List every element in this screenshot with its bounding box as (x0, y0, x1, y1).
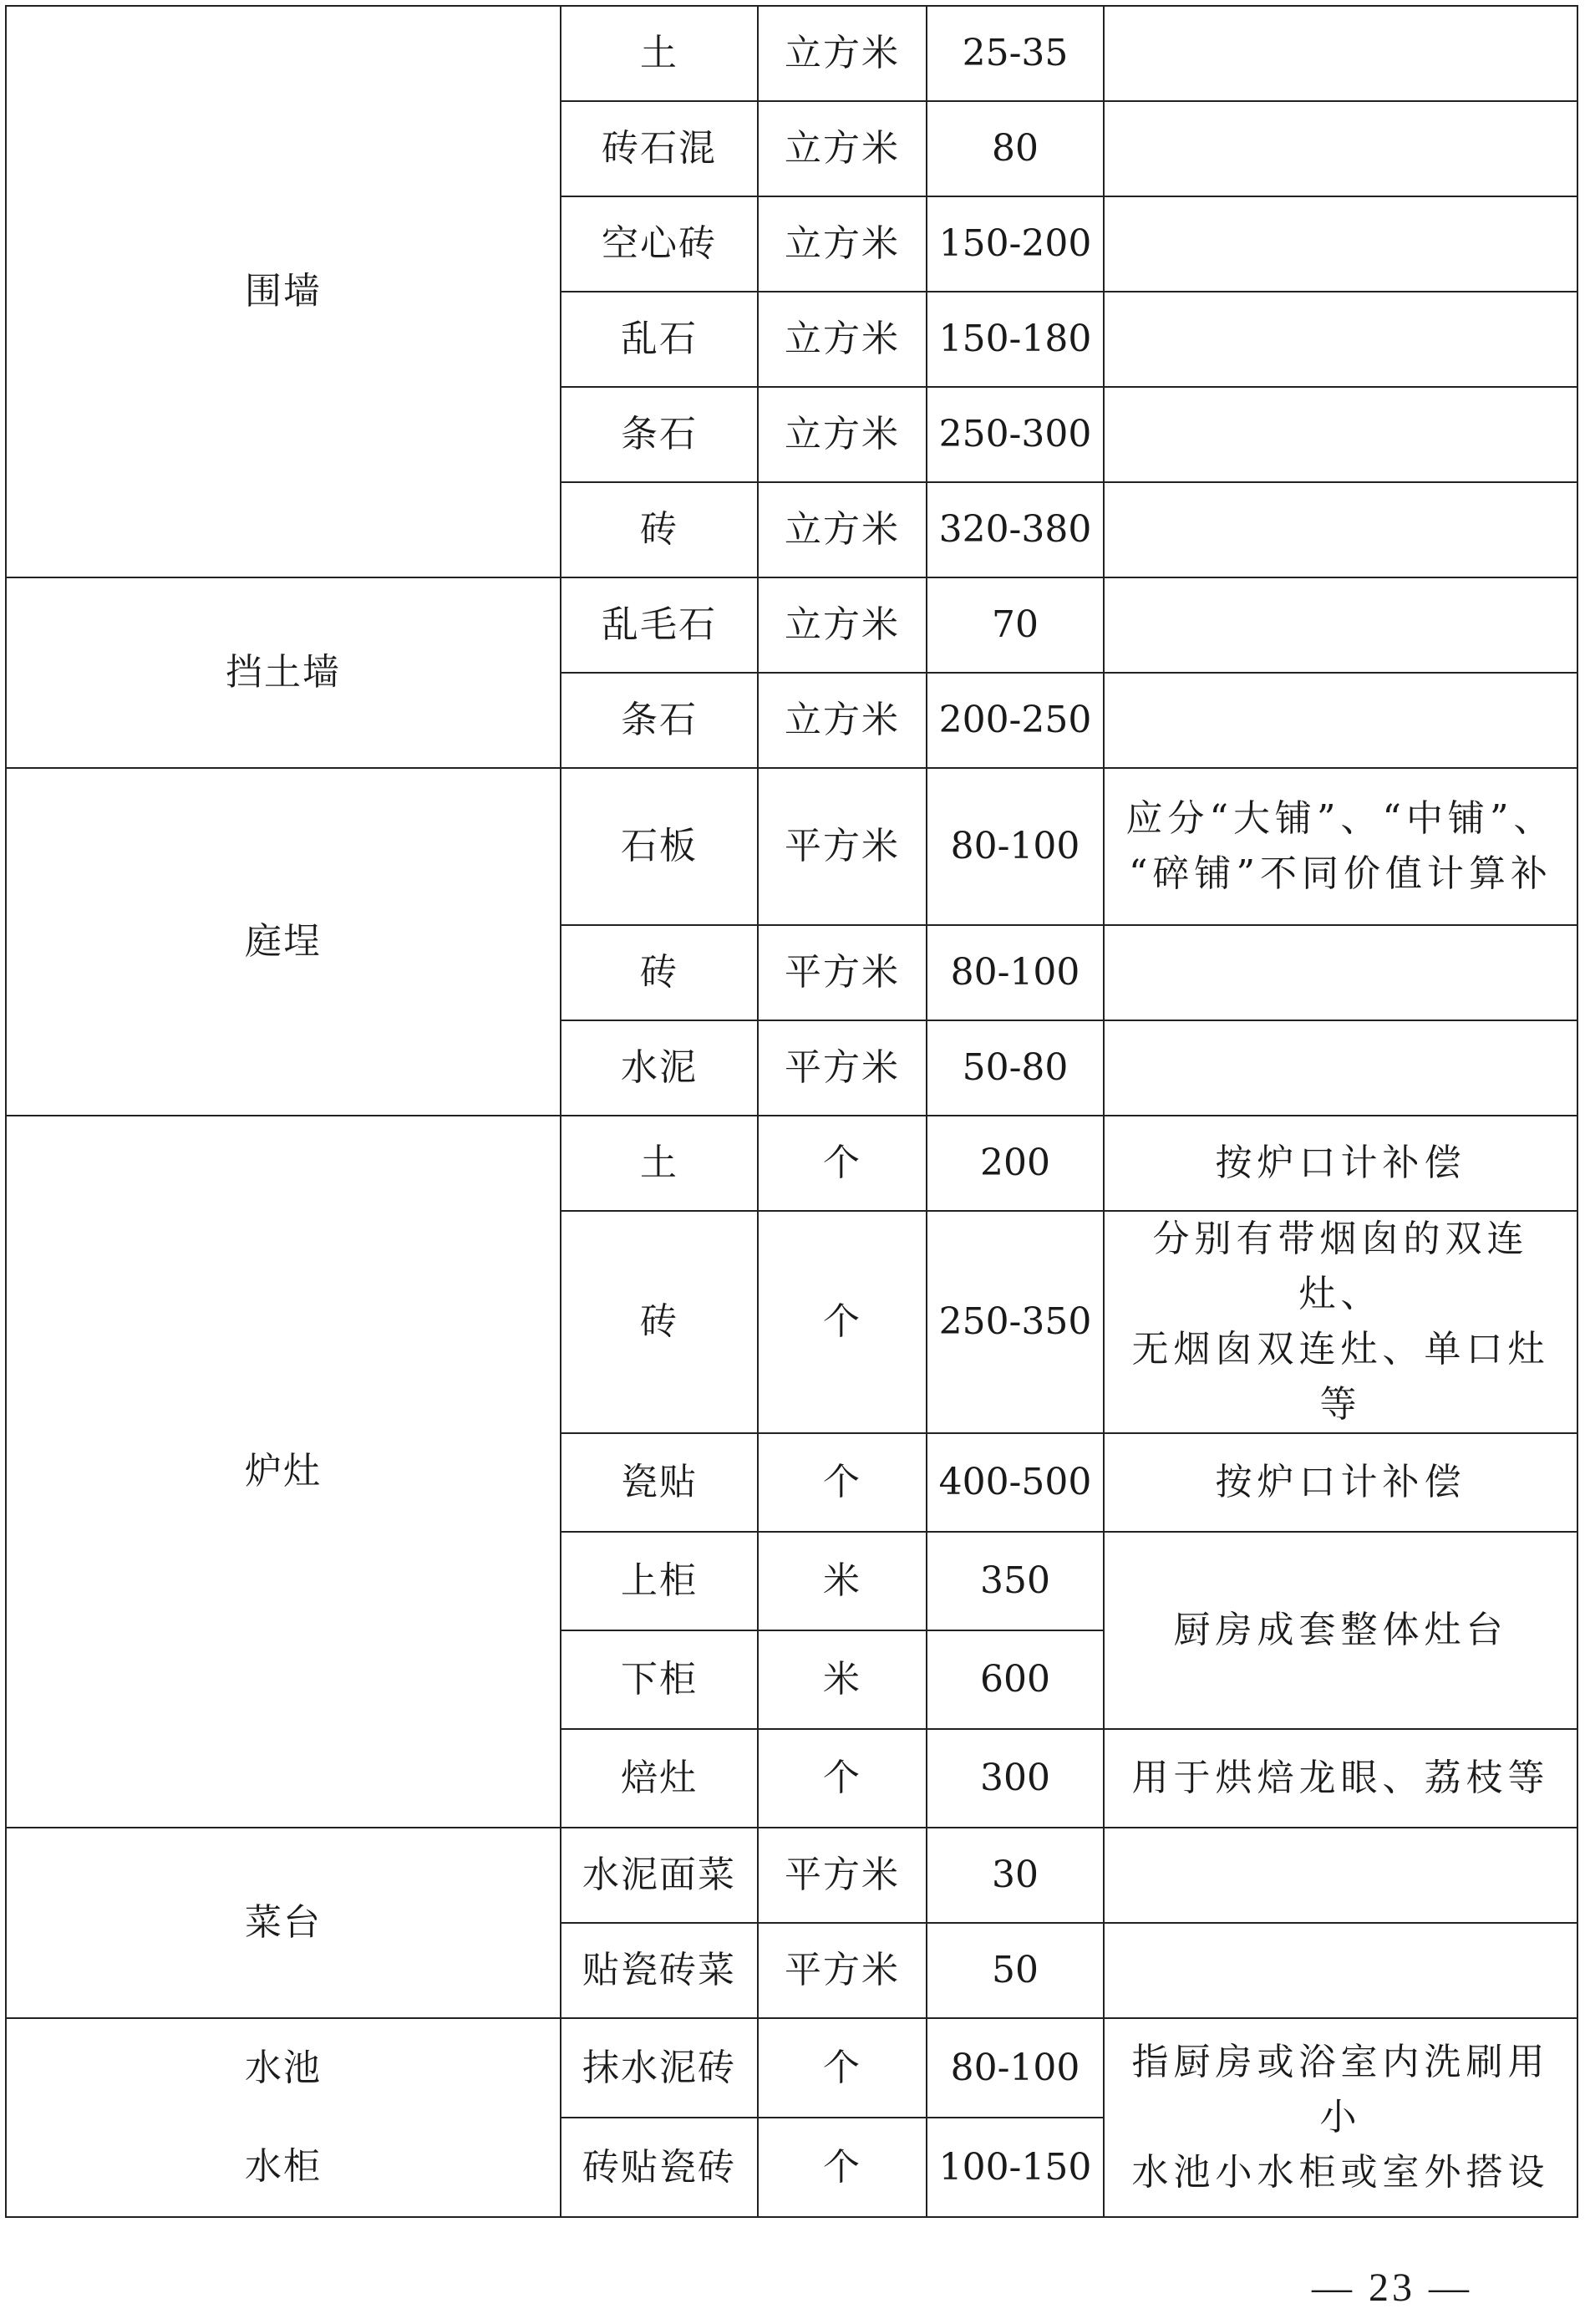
item-cell: 下柜 (561, 1630, 758, 1729)
table-row (6, 1828, 1577, 1923)
price-cell: 250-300 (927, 387, 1104, 482)
item-cell: 土 (561, 1116, 758, 1211)
unit-cell: 平方米 (758, 1828, 927, 1923)
unit-cell: 个 (758, 1433, 927, 1532)
compensation-table (5, 5, 1578, 2218)
note-cell (1104, 925, 1577, 1020)
table-row (6, 577, 1577, 673)
note-cell (1104, 101, 1577, 196)
note-cell: 用于烘焙龙眼、荔枝等 (1104, 1729, 1577, 1828)
item-cell: 土 (561, 6, 758, 101)
price-cell: 200-250 (927, 673, 1104, 768)
price-cell: 350 (927, 1532, 1104, 1630)
unit-cell: 米 (758, 1532, 927, 1630)
item-cell: 条石 (561, 387, 758, 482)
price-cell: 600 (927, 1630, 1104, 1729)
category-cell: 菜台 (6, 1828, 561, 2018)
category-label: 水柜 (245, 2145, 322, 2188)
note-cell (1104, 482, 1577, 577)
item-cell: 空心砖 (561, 196, 758, 292)
category-label: 水池 (245, 2047, 322, 2089)
note-cell (1104, 2018, 1577, 2217)
note-line: 指厨房或浴室内洗刷用小 (1131, 2041, 1550, 2138)
item-cell: 石板 (561, 768, 758, 925)
item-cell: 砖石混 (561, 101, 758, 196)
table-row (6, 6, 1577, 101)
item-cell: 砖 (561, 482, 758, 577)
category-cell: 炉灶 (6, 1116, 561, 1828)
item-cell: 乱石 (561, 292, 758, 387)
unit-cell: 立方米 (758, 101, 927, 196)
item-cell: 抹水泥砖 (561, 2018, 758, 2118)
item-cell: 水泥面菜 (561, 1828, 758, 1923)
price-cell: 80-100 (927, 925, 1104, 1020)
item-cell: 乱毛石 (561, 577, 758, 673)
item-cell: 砖 (561, 1211, 758, 1433)
note-line: 无烟囱双连灶、单口灶等 (1131, 1328, 1550, 1426)
category-cell: 庭埕 (6, 768, 561, 1116)
note-cell: 厨房成套整体灶台 (1104, 1532, 1577, 1729)
note-line: 水池小水柜或室外搭设 (1131, 2151, 1550, 2194)
note-cell (1104, 196, 1577, 292)
unit-cell: 平方米 (758, 1923, 927, 2018)
note-cell: 按炉口计补偿 (1104, 1116, 1577, 1211)
price-cell: 100-150 (927, 2118, 1104, 2217)
note-line: 应分“大铺”、“中铺”、 (1125, 797, 1556, 840)
item-cell: 上柜 (561, 1532, 758, 1630)
price-cell: 250-350 (927, 1211, 1104, 1433)
item-cell: 焙灶 (561, 1729, 758, 1828)
price-cell: 30 (927, 1828, 1104, 1923)
item-cell: 瓷贴 (561, 1433, 758, 1532)
unit-cell: 米 (758, 1630, 927, 1729)
unit-cell: 立方米 (758, 482, 927, 577)
note-cell (1104, 1923, 1577, 2018)
unit-cell: 个 (758, 2118, 927, 2217)
unit-cell: 个 (758, 1729, 927, 1828)
unit-cell: 平方米 (758, 1020, 927, 1116)
note-cell (1104, 577, 1577, 673)
item-cell: 水泥 (561, 1020, 758, 1116)
unit-cell: 立方米 (758, 387, 927, 482)
unit-cell: 立方米 (758, 6, 927, 101)
unit-cell: 立方米 (758, 673, 927, 768)
unit-cell: 平方米 (758, 768, 927, 925)
unit-cell: 个 (758, 1116, 927, 1211)
unit-cell: 立方米 (758, 577, 927, 673)
note-cell (1104, 292, 1577, 387)
note-cell (1104, 1828, 1577, 1923)
category-cell (6, 2018, 561, 2217)
unit-cell: 立方米 (758, 292, 927, 387)
table-row (6, 1116, 1577, 1211)
item-cell: 贴瓷砖菜 (561, 1923, 758, 2018)
item-cell: 砖贴瓷砖 (561, 2118, 758, 2217)
note-cell (1104, 673, 1577, 768)
price-cell: 80-100 (927, 2018, 1104, 2118)
unit-cell: 个 (758, 1211, 927, 1433)
table-row (6, 768, 1577, 925)
unit-cell: 平方米 (758, 925, 927, 1020)
price-cell: 300 (927, 1729, 1104, 1828)
price-cell: 50 (927, 1923, 1104, 2018)
category-cell: 挡土墙 (6, 577, 561, 768)
note-cell (1104, 768, 1577, 925)
price-cell: 80 (927, 101, 1104, 196)
note-line: “碎铺”不同价值计算补 (1129, 852, 1552, 895)
unit-cell: 立方米 (758, 196, 927, 292)
price-cell: 200 (927, 1116, 1104, 1211)
category-cell: 围墙 (6, 6, 561, 577)
item-cell: 砖 (561, 925, 758, 1020)
price-cell: 80-100 (927, 768, 1104, 925)
table-row (6, 2018, 1577, 2118)
price-cell: 50-80 (927, 1020, 1104, 1116)
price-cell: 25-35 (927, 6, 1104, 101)
price-cell: 400-500 (927, 1433, 1104, 1532)
note-cell (1104, 1020, 1577, 1116)
price-cell: 150-200 (927, 196, 1104, 292)
page-number: — 23 — (1312, 2266, 1472, 2310)
note-line: 分别有带烟囱的双连灶、 (1152, 1218, 1529, 1315)
note-cell (1104, 1211, 1577, 1433)
price-cell: 320-380 (927, 482, 1104, 577)
item-cell: 条石 (561, 673, 758, 768)
note-cell (1104, 6, 1577, 101)
unit-cell: 个 (758, 2018, 927, 2118)
note-cell: 按炉口计补偿 (1104, 1433, 1577, 1532)
price-cell: 150-180 (927, 292, 1104, 387)
price-cell: 70 (927, 577, 1104, 673)
note-cell (1104, 387, 1577, 482)
